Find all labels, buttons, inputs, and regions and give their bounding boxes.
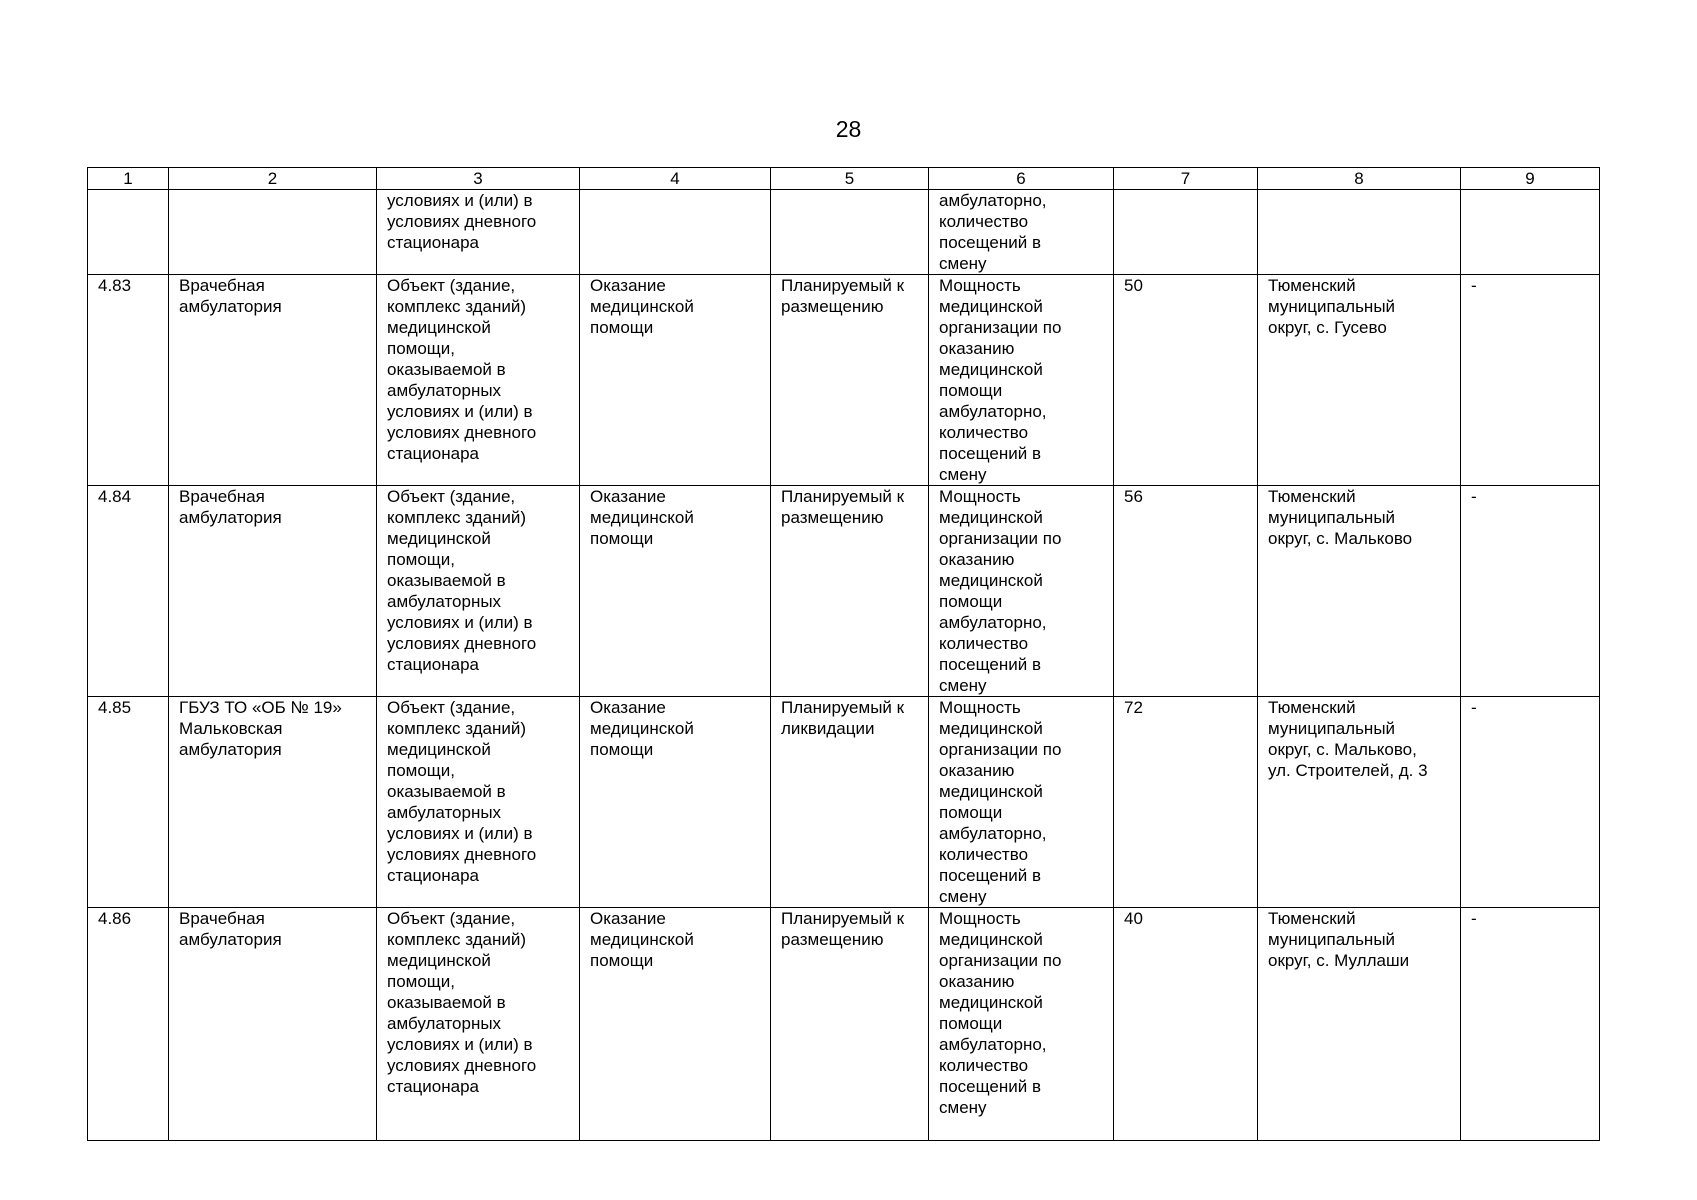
table-cell: 4.85 bbox=[88, 697, 169, 908]
table-cell: - bbox=[1461, 908, 1600, 1141]
table-cell: - bbox=[1461, 486, 1600, 697]
table-row bbox=[88, 275, 1600, 486]
table-cell bbox=[771, 190, 929, 275]
table-cell bbox=[88, 190, 169, 275]
table-cell: - bbox=[1461, 697, 1600, 908]
table-cell: 4.83 bbox=[88, 275, 169, 486]
table-cell: ГБУЗ ТО «ОБ № 19» Мальковская амбулатория bbox=[169, 697, 377, 908]
page-number: 28 bbox=[835, 116, 862, 142]
table-cell: Врачебная амбулатория bbox=[169, 275, 377, 486]
header-row bbox=[88, 168, 1600, 190]
table-cell bbox=[1461, 190, 1600, 275]
table-cell: Оказание медицинской помощи bbox=[580, 697, 771, 908]
header-cell: 1 bbox=[88, 168, 169, 190]
table-cell: амбулаторно, количество посещений в смену bbox=[929, 190, 1114, 275]
table-cell: условиях и (или) в условиях дневного стационара bbox=[377, 190, 580, 275]
table-row bbox=[88, 908, 1600, 1141]
table-cell: Объект (здание, комплекс зданий) медицинской помощи, оказываемой в амбулаторных условиях и (или) в условиях дневного стационара bbox=[377, 697, 580, 908]
table-cell: Оказание медицинской помощи bbox=[580, 486, 771, 697]
table-cell bbox=[580, 190, 771, 275]
table-cell: Планируемый к размещению bbox=[771, 486, 929, 697]
table-row bbox=[88, 486, 1600, 697]
header-cell: 6 bbox=[929, 168, 1114, 190]
table-cell: Тюменский муниципальный округ, с. Гусево bbox=[1258, 275, 1461, 486]
table-cell: 4.86 bbox=[88, 908, 169, 1141]
table-cell: - bbox=[1461, 275, 1600, 486]
header-cell: 5 bbox=[771, 168, 929, 190]
table-cell: Планируемый к размещению bbox=[771, 275, 929, 486]
table-cell: Оказание медицинской помощи bbox=[580, 908, 771, 1141]
table-cell: Мощность медицинской организации по оказанию медицинской помощи амбулаторно, количество посещений в смену bbox=[929, 486, 1114, 697]
table-cell: Объект (здание, комплекс зданий) медицинской помощи, оказываемой в амбулаторных условиях и (или) в условиях дневного стационара bbox=[377, 275, 580, 486]
table-cell bbox=[1258, 190, 1461, 275]
table-cell: Мощность медицинской организации по оказанию медицинской помощи амбулаторно, количество посещений в смену bbox=[929, 908, 1114, 1141]
table-cell: Оказание медицинской помощи bbox=[580, 275, 771, 486]
table-cell: 4.84 bbox=[88, 486, 169, 697]
header-cell: 4 bbox=[580, 168, 771, 190]
header-cell: 7 bbox=[1114, 168, 1258, 190]
table-cell: Мощность медицинской организации по оказанию медицинской помощи амбулаторно, количество посещений в смену bbox=[929, 697, 1114, 908]
table-cell: Объект (здание, комплекс зданий) медицинской помощи, оказываемой в амбулаторных условиях и (или) в условиях дневного стационара bbox=[377, 486, 580, 697]
table-cell bbox=[169, 190, 377, 275]
document-table bbox=[87, 167, 1600, 1141]
table-cell bbox=[1114, 190, 1258, 275]
header-cell: 2 bbox=[169, 168, 377, 190]
table-cell: 50 bbox=[1114, 275, 1258, 486]
table-cell: 72 bbox=[1114, 697, 1258, 908]
table-row bbox=[88, 697, 1600, 908]
table-cell: Врачебная амбулатория bbox=[169, 486, 377, 697]
table-cell: Планируемый к ликвидации bbox=[771, 697, 929, 908]
table-cell: 56 bbox=[1114, 486, 1258, 697]
table-cell: Тюменский муниципальный округ, с. Мальково bbox=[1258, 486, 1461, 697]
table-cell: Врачебная амбулатория bbox=[169, 908, 377, 1141]
table-cell: Планируемый к размещению bbox=[771, 908, 929, 1141]
header-cell: 9 bbox=[1461, 168, 1600, 190]
table-cell: 40 bbox=[1114, 908, 1258, 1141]
table-cell: Объект (здание, комплекс зданий) медицинской помощи, оказываемой в амбулаторных условиях и (или) в условиях дневного стационара bbox=[377, 908, 580, 1141]
header-cell: 8 bbox=[1258, 168, 1461, 190]
header-cell: 3 bbox=[377, 168, 580, 190]
table-cell: Тюменский муниципальный округ, с. Муллаши bbox=[1258, 908, 1461, 1141]
table-cell: Мощность медицинской организации по оказанию медицинской помощи амбулаторно, количество посещений в смену bbox=[929, 275, 1114, 486]
table-cell: Тюменский муниципальный округ, с. Мальково, ул. Строителей, д. 3 bbox=[1258, 697, 1461, 908]
table-row-continuation bbox=[88, 190, 1600, 275]
